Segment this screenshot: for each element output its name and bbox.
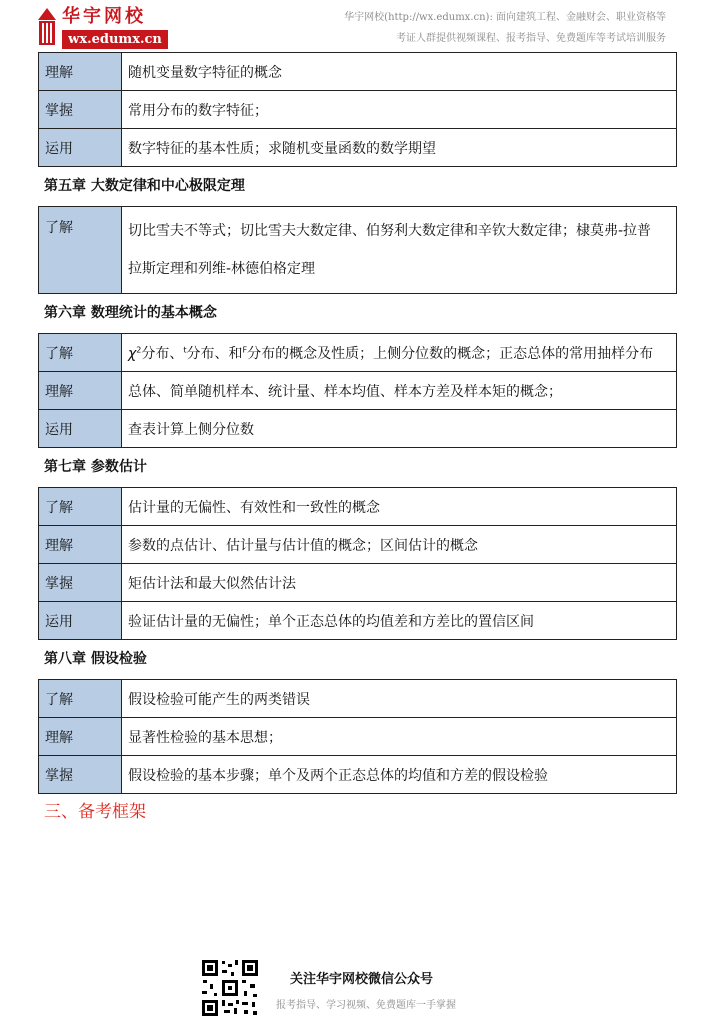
description-part: 分布的概念及性质；上侧分位数的概念；正态总体的常用抽样分布 [247,345,654,362]
pencil-logo-icon [36,6,58,50]
description-cell: 查表计算上侧分位数 [122,410,677,448]
description-part: 分布、和 [186,345,243,362]
description-cell [122,207,677,294]
level-cell: 运用 [39,602,122,640]
page-footer [200,958,500,1018]
description-cell: 矩估计法和最大似然估计法 [122,564,677,602]
qr-code-icon[interactable] [200,958,260,1018]
description-cell: 总体、简单随机样本、统计量、样本均值、样本方差及样本矩的概念； [122,372,677,410]
table-row [39,334,677,372]
level-cell: 了解 [39,207,122,294]
description-line-1: 切比雪夫不等式；切比雪夫大数定律、伯努利大数定律和辛钦大数定律；棣莫弗-拉普 [128,223,652,239]
level-cell: 了解 [39,488,122,526]
level-cell: 掌握 [39,756,122,794]
chapter-7-title: 第七章 参数估计 [44,459,147,475]
chapter-6-title: 第六章 数理统计的基本概念 [44,305,217,321]
table-row [39,410,677,448]
page-header [0,0,724,52]
chapter-4-table-continued [38,52,677,167]
chapter-5-title: 第五章 大数定律和中心极限定理 [44,178,245,194]
chi-superscript: 2 [136,344,142,354]
table-row [39,526,677,564]
level-cell: 运用 [39,129,122,167]
description-cell: 参数的点估计、估计量与估计值的概念；区间估计的概念 [122,526,677,564]
t-superscript: t [183,344,187,354]
section-heading: 三、备考框架 [44,802,146,822]
description-part: 分布、 [141,345,184,362]
description-cell: 验证估计量的无偏性；单个正态总体的均值差和方差比的置信区间 [122,602,677,640]
chapter-8-title: 第八章 假设检验 [44,651,147,667]
description-cell: 常用分布的数字特征； [122,91,677,129]
table-row [39,564,677,602]
chapter-7-table [38,487,677,640]
footer-subtitle: 报考指导、学习视频、免费题库一手掌握 [276,1000,456,1011]
level-cell: 理解 [39,526,122,564]
level-cell: 理解 [39,718,122,756]
table-row [39,680,677,718]
description-line-2: 拉斯定理和列维-林德伯格定理 [128,261,316,277]
chapter-8-table [38,679,677,794]
table-row [39,602,677,640]
level-cell: 理解 [39,372,122,410]
table-row [39,372,677,410]
description-cell: 显著性检验的基本思想； [122,718,677,756]
huayu-logo[interactable] [36,6,168,50]
chi-symbol: χ [128,345,137,362]
description-cell: 估计量的无偏性、有效性和一致性的概念 [122,488,677,526]
table-row [39,207,677,294]
table-row [39,718,677,756]
table-row [39,488,677,526]
header-tagline-1: 华宇网校(http://wx.edumx.cn): 面向建筑工程、金融财会、职业资格等 [344,12,666,23]
table-row [39,756,677,794]
table-row [39,129,677,167]
chapter-6-table [38,333,677,448]
level-cell: 掌握 [39,91,122,129]
table-row [39,53,677,91]
description-cell: 随机变量数字特征的概念 [122,53,677,91]
level-cell: 理解 [39,53,122,91]
level-cell: 掌握 [39,564,122,602]
level-cell: 了解 [39,680,122,718]
syllabus-content [38,52,677,830]
level-cell: 运用 [39,410,122,448]
footer-title: 关注华宇网校微信公众号 [290,972,434,987]
description-cell [122,334,677,372]
header-tagline-2: 考证人群提供视频课程、报考指导、免费题库等考试培训服务 [396,33,666,44]
logo-url: wx.edumx.cn [62,30,168,49]
f-superscript: F [242,344,248,354]
level-cell: 了解 [39,334,122,372]
description-cell: 假设检验的基本步骤；单个及两个正态总体的均值和方差的假设检验 [122,756,677,794]
description-cell: 假设检验可能产生的两类错误 [122,680,677,718]
table-row [39,91,677,129]
chapter-5-table [38,206,677,294]
logo-chinese-name: 华宇网校 [62,6,146,27]
description-cell: 数字特征的基本性质；求随机变量函数的数学期望 [122,129,677,167]
